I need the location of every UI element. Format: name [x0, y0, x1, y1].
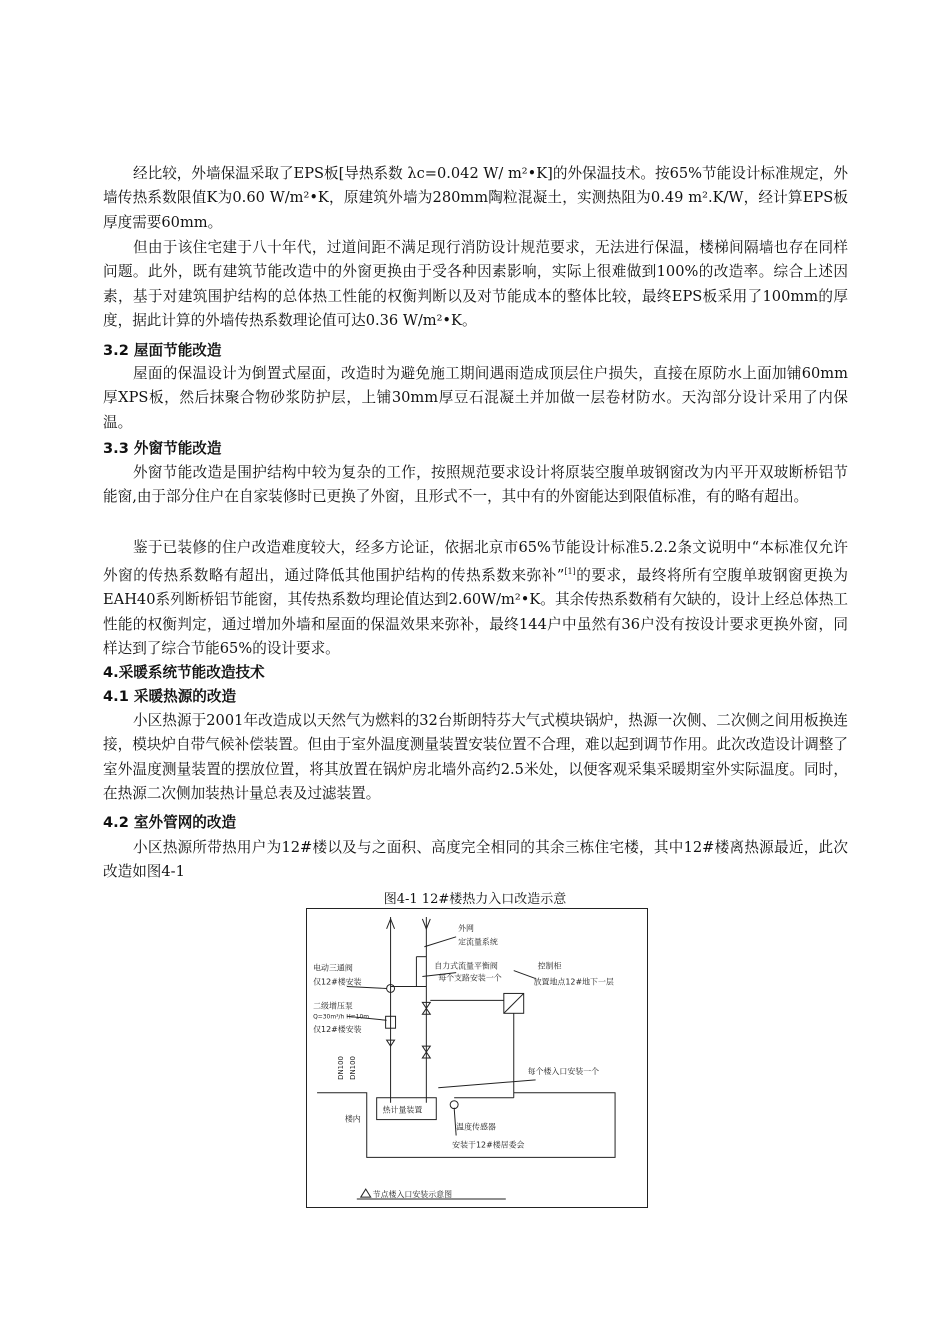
figure-caption: 图4-1 12#楼热力入口改造示意 [383, 892, 567, 907]
label-booster-pump: 二级增压泵 [313, 1001, 353, 1011]
paragraph-window: 外窗节能改造是围护结构中较为复杂的工作，按照规范要求设计将原装空腹单玻钢窗改为内平开双玻断桥铝节能窗,由于部分住户在自家装修时已更换了外窗，且形式不一，其中有的外窗能达到限值标准，有的略有超出。 [103, 464, 848, 506]
paragraph-window-standard-b: 的要求，最终将所有空腹单玻钢窗更换为EAH40系列断桥铝节能窗，其传热系数均理论值达到2.60W/m²•K。其余传热系数稍有欠缺的，设计上经总体热工性能的权衡判定，通过增加外墙和屋面的保温效果来弥补，最终144户中虽然有36户没有按设计要求更换外窗，同样达到了综合节能65%的设计要求。 [103, 567, 848, 658]
label-three-way-valve: 电动三通阀 [313, 963, 353, 973]
paragraph-window-standard-a: 鉴于已装修的住户改造难度较大，经多方论证，依据北京市65%节能设计标准5.2.2条文说明中“本标准仅允许外窗的传热系数略有超出，通过降低其他围护结构的传热系数来弥补” [103, 539, 848, 585]
label-pump-note: 仅12#楼安装 [313, 1025, 362, 1035]
paragraph-heat-source: 小区热源于2001年改造成以天然气为燃料的32台斯朗特芬大气式模块锅炉，热源一次侧、二次侧之间用板换连接，模块炉自带气候补偿装置。但由于室外温度测量装置安装位置不合理，难以起到调节作用。此次改造设计调整了室外温度测量装置的摆放位置，将其放置在锅炉房北墙外高约2.5米处，以便客观采集采暖期室外实际温度。同时，在热源二次侧加装热计量总表及过滤装置。 [103, 712, 848, 802]
label-fixed-flow: 定流量系统 [458, 937, 498, 947]
label-building: 楼内 [344, 1114, 361, 1124]
label-diagram-title: 节点楼入口安装示意图 [372, 1190, 453, 1200]
paragraph-window-standard [103, 536, 848, 661]
label-sensor-location: 安装于12#楼居委会 [452, 1140, 525, 1150]
diagram-svg [307, 909, 647, 1207]
heading-3-3: 3.3 外窗节能改造 [103, 440, 222, 457]
label-control-cabinet: 控制柜 [537, 961, 562, 971]
label-temperature-sensor: 温度传感器 [456, 1122, 496, 1132]
label-heat-meter: 热计量装置 [382, 1105, 423, 1115]
paragraph-pipe-network: 小区热源所带热用户为12#楼以及与之面积、高度完全相同的其余三栋住宅楼，其中12#楼离热源最近，此次改造如图4-1 [103, 839, 848, 881]
figure-heat-entry-diagram [306, 908, 648, 1208]
paragraph-wall-insulation: 经比较，外墙保温采取了EPS板[导热系数 λc=0.042 W/ m²•K]的外保温技术。按65%节能设计标准规定，外墙传热系数限值K为0.60 W/m²•K，原建筑外墙为280mm陶粒混凝土，实测热阻为0.49 m².K/W，经计算EPS板厚度需要60mm。 [103, 165, 848, 231]
label-pump-spec: Q=30m³/h H=10m [313, 1013, 370, 1021]
label-per-entry: 每个楼入口安装一个 [527, 1066, 600, 1076]
heading-4-2: 4.2 室外管网的改造 [103, 814, 237, 831]
heading-4: 4.采暖系统节能改造技术 [103, 664, 265, 681]
label-self-balance-valve: 自力式流量平衡阀 [434, 961, 498, 971]
label-dn-right: DN100 [348, 1056, 357, 1080]
label-cabinet-location: 放置地点12#地下一层 [533, 977, 614, 987]
heading-4-1: 4.1 采暖热源的改造 [103, 688, 237, 705]
reference-marker: [1] [564, 567, 576, 577]
label-self-balance-note: 每个支路安装一个 [438, 973, 502, 983]
label-outer-net: 外网 [458, 923, 475, 933]
heading-3-2: 3.2 屋面节能改造 [103, 342, 222, 359]
label-dn-left: DN100 [336, 1056, 345, 1080]
label-three-way-valve-note: 仅12#楼安装 [313, 977, 362, 987]
paragraph-roof: 屋面的保温设计为倒置式屋面，改造时为避免施工期间遇雨造成顶层住户损失，直接在原防水上面加铺60mm厚XPS板，然后抹聚合物砂浆防护层，上铺30mm厚豆石混凝土并加做一层卷材防水。天沟部分设计采用了内保温。 [103, 365, 848, 431]
paragraph-eps-thickness: 但由于该住宅建于八十年代，过道间距不满足现行消防设计规范要求，无法进行保温，楼梯间隔墙也存在同样问题。此外，既有建筑节能改造中的外窗更换由于受各种因素影响，实际上很难做到100%的改造率。综合上述因素，基于对建筑围护结构的总体热工性能的权衡判断以及对节能成本的整体比较，最终EPS板采用了100mm的厚度，据此计算的外墙传热系数理论值可达0.36 W/m²•K。 [103, 239, 848, 329]
